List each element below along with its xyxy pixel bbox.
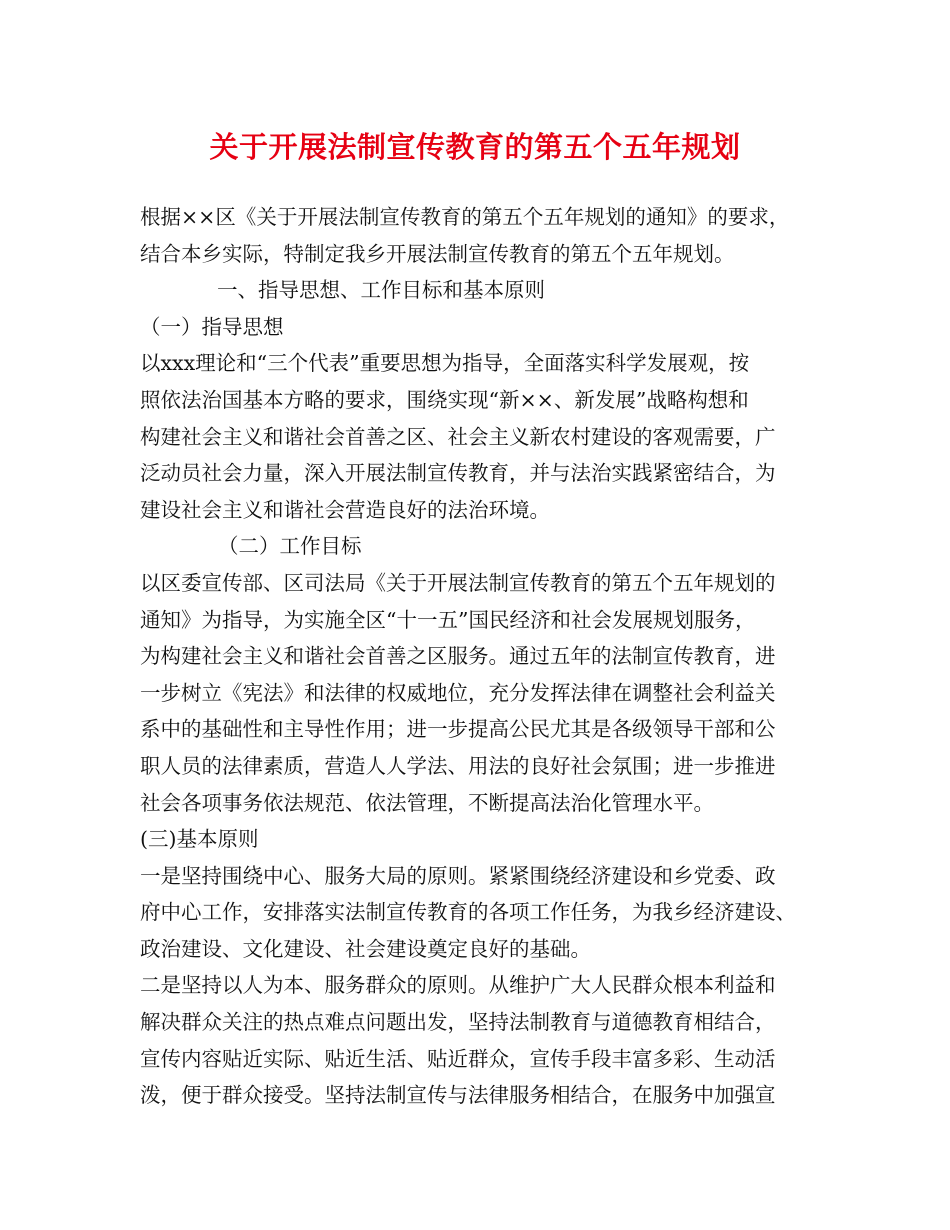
subsection-heading: （一）指导思想 <box>140 314 284 339</box>
paragraph-line: 政治建设、文化建设、社会建设奠定良好的基础。 <box>140 936 591 961</box>
paragraph-line: 二是坚持以人为本、服务群众的原则。从维护广大人民群众根本利益和 <box>140 973 776 998</box>
paragraph-line: 建设社会主义和谐社会营造良好的法治环境。 <box>140 497 550 522</box>
subsection-heading: （二）工作目标 <box>218 534 362 559</box>
paragraph-line: 府中心工作，安排落实法制宣传教育的各项工作任务，为我乡经济建设、 <box>140 900 796 925</box>
paragraph-line: 结合本乡实际，特制定我乡开展法制宣传教育的第五个五年规划。 <box>140 241 735 266</box>
paragraph-line: 一步树立《宪法》和法律的权威地位，充分发挥法律在调整社会利益关 <box>140 680 776 705</box>
paragraph-line: 根据××区《关于开展法制宣传教育的第五个五年规划的通知》的要求， <box>140 205 790 229</box>
paragraph-line: 以xxx理论和“三个代表”重要思想为指导，全面落实科学发展观，按 <box>140 351 750 376</box>
subsection-heading: (三)基本原则 <box>140 827 259 852</box>
paragraph-line: 社会各项事务依法规范、依法管理，不断提高法治化管理水平。 <box>140 790 714 815</box>
paragraph-line: 宣传内容贴近实际、贴近生活、贴近群众，宣传手段丰富多彩、生动活 <box>140 1046 776 1071</box>
paragraph-line: 泛动员社会力量，深入开展法制宣传教育，并与法治实践紧密结合，为 <box>140 461 776 486</box>
paragraph-line: 泼，便于群众接受。坚持法制宣传与法律服务相结合，在服务中加强宣 <box>140 1083 776 1108</box>
paragraph-line: 一是坚持围绕中心、服务大局的原则。紧紧围绕经济建设和乡党委、政 <box>140 863 776 888</box>
paragraph-line: 解决群众关注的热点难点问题出发，坚持法制教育与道德教育相结合， <box>140 1010 776 1035</box>
document-body <box>140 199 830 1114</box>
paragraph-line: 系中的基础性和主导性作用；进一步提高公民尤其是各级领导干部和公 <box>140 717 776 742</box>
paragraph-line: 职人员的法律素质，营造人人学法、用法的良好社会氛围；进一步推进 <box>140 753 776 778</box>
section-heading: 一、指导思想、工作目标和基本原则 <box>217 278 545 303</box>
document-title: 关于开展法制宣传教育的第五个五年规划 <box>209 130 741 164</box>
paragraph-line: 构建社会主义和谐社会首善之区、社会主义新农村建设的客观需要，广 <box>140 424 776 449</box>
paragraph-line: 通知》为指导，为实施全区“十一五”国民经济和社会发展规划服务， <box>140 607 756 632</box>
paragraph-line: 以区委宣传部、区司法局《关于开展法制宣传教育的第五个五年规划的 <box>140 570 776 595</box>
paragraph-line: 为构建社会主义和谐社会首善之区服务。通过五年的法制宣传教育，进 <box>140 644 776 669</box>
paragraph-line: 照依法治国基本方略的要求，围绕实现“新××、新发展”战略构想和 <box>140 387 749 412</box>
